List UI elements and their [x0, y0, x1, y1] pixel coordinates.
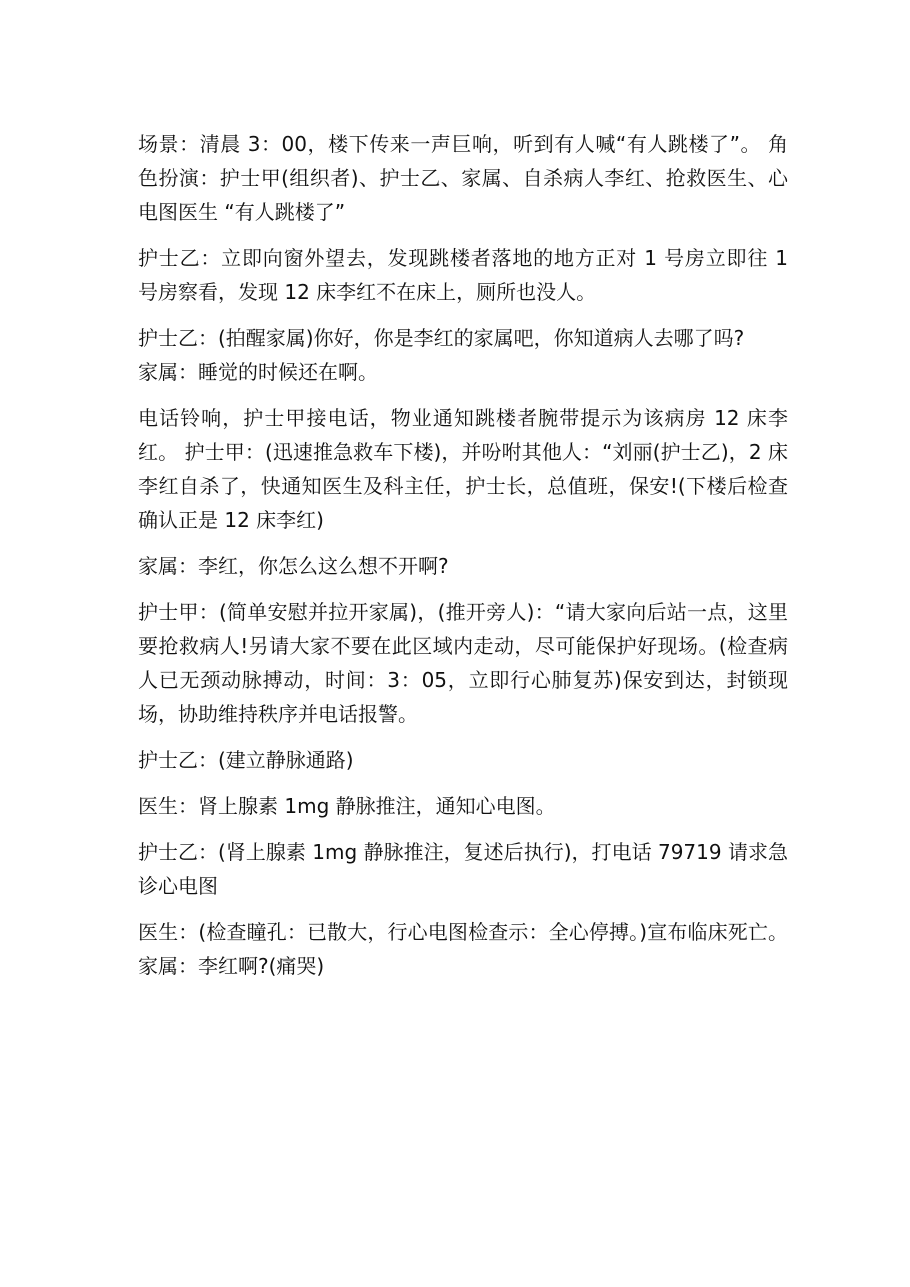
paragraph-phone-call: 电话铃响，护士甲接电话，物业通知跳楼者腕带提示为该病房 12 床李红。 护士甲：(迅速推急救车下楼)，并吩咐其他人：“刘丽(护士乙)，2 床李红自杀了，快通知医生及科主任，护士长，总值班，保安!(下楼后检查确认正是 12 床李红) — [138, 406, 788, 532]
paragraph-nurse-b-execute: 护士乙：(肾上腺素 1mg 静脉推注，复述后执行)，打电话 79719 请求急诊心电图 — [138, 840, 788, 898]
paragraph-nurse-b-window: 护士乙：立即向窗外望去，发现跳楼者落地的地方正对 1 号房立即往 1 号房察看，发现 12 床李红不在床上，厕所也没人。 — [138, 246, 788, 304]
paragraph-doctor-order: 医生：肾上腺素 1mg 静脉推注，通知心电图。 — [138, 794, 556, 818]
paragraph-scene: 场景：清晨 3：00，楼下传来一声巨响，听到有人喊“有人跳楼了”。 角色扮演：护士甲(组织者)、护士乙、家属、自杀病人李红、抢救医生、心电图医生 “有人跳楼了” — [138, 132, 788, 224]
paragraph-doctor-declare: 医生：(检查瞳孔：已散大，行心电图检查示：全心停搏。)宣布临床死亡。 家属：李红啊?(痛哭) — [138, 920, 788, 978]
paragraph-family-grief: 家属：李红，你怎么这么想不开啊? — [138, 554, 449, 578]
paragraph-nurse-b-wake-family: 护士乙：(拍醒家属)你好，你是李红的家属吧，你知道病人去哪了吗? — [138, 326, 745, 350]
paragraph-family-reply: 家属：睡觉的时候还在啊。 — [138, 360, 378, 384]
document-body — [138, 127, 788, 995]
paragraph-nurse-b-iv: 护士乙：(建立静脉通路) — [138, 748, 354, 772]
paragraph-nurse-a-rescue: 护士甲：(简单安慰并拉开家属)，(推开旁人)：“请大家向后站一点，这里要抢救病人!另请大家不要在此区域内走动，尽可能保护好现场。(检查病人已无颈动脉搏动，时间：3：05，立即行心肺复苏)保安到达，封锁现场，协助维持秩序并电话报警。 — [138, 600, 788, 726]
